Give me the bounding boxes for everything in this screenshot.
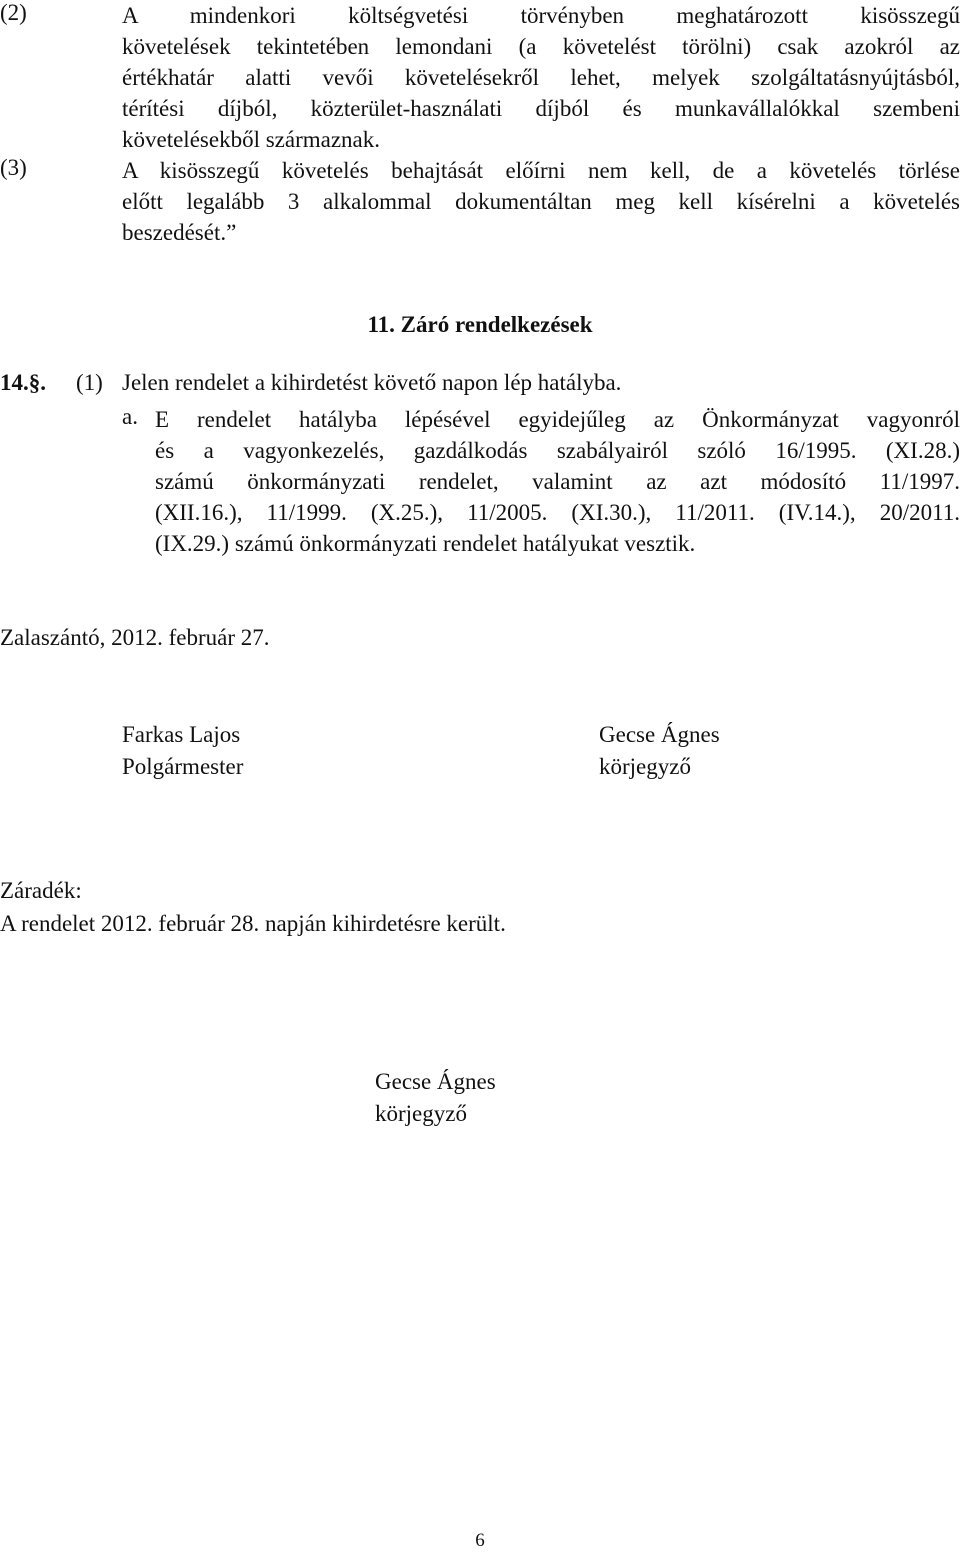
place-date: Zalaszántó, 2012. február 27. (0, 625, 270, 650)
paragraph-3-line: előtt legalább 3 alkalommal dokumentáltan meg kell kísérelni a követelés (122, 189, 960, 214)
clause-text: A rendelet 2012. február 28. napján kihirdetésre került. (0, 911, 506, 936)
section-14-item1-number: (1) (76, 370, 103, 395)
paragraph-3-number: (3) (0, 155, 27, 180)
itemA-line: E rendelet hatályba lépésével egyidejűleg az Önkormányzat vagyonról (155, 407, 960, 432)
section-14-label: 14.§. (0, 370, 46, 395)
final-signature-title: körjegyző (375, 1101, 467, 1126)
paragraph-2-line: követelések tekintetében lemondani (a követelést törölni) csak azokról az (122, 34, 960, 59)
itemA-line: (IX.29.) számú önkormányzati rendelet hatályukat vesztik. (155, 531, 696, 556)
section-14-itemA-text (155, 404, 960, 559)
section-heading: 11. Záró rendelkezések (367, 312, 593, 337)
signature-left-title: Polgármester (122, 754, 244, 779)
paragraph-3-text (122, 155, 960, 248)
clause-title: Záradék: (0, 878, 82, 903)
paragraph-2-number: (2) (0, 0, 27, 25)
paragraph-3-line: beszedését.” (122, 220, 237, 245)
signature-right-name: Gecse Ágnes (599, 722, 720, 747)
paragraph-2-line: térítési díjból, közterület-használati díjból és munkavállalókkal szembeni (122, 96, 960, 121)
signature-right-title: körjegyző (599, 754, 691, 779)
section-14-item1-text: Jelen rendelet a kihirdetést követő napon lép hatályba. (122, 370, 622, 395)
paragraph-2-line: követelésekből származnak. (122, 127, 380, 152)
itemA-line: és a vagyonkezelés, gazdálkodás szabályairól szóló 16/1995. (XI.28.) (155, 438, 960, 463)
paragraph-2-line: A mindenkori költségvetési törvényben meghatározott kisösszegű (122, 3, 960, 28)
paragraph-2-text (122, 0, 960, 155)
section-14-itemA-number: a. (122, 404, 138, 429)
signature-left-name: Farkas Lajos (122, 722, 241, 747)
paragraph-3-line: A kisösszegű követelés behajtását előírni nem kell, de a követelés törlése (122, 158, 960, 183)
final-signature-name: Gecse Ágnes (375, 1069, 496, 1094)
itemA-line: (XII.16.), 11/1999. (X.25.), 11/2005. (XI.30.), 11/2011. (IV.14.), 20/2011. (155, 500, 960, 525)
itemA-line: számú önkormányzati rendelet, valamint az azt módosító 11/1997. (155, 469, 960, 494)
page-number: 6 (475, 1530, 485, 1551)
paragraph-2-line: értékhatár alatti vevői követelésekről lehet, melyek szolgáltatásnyújtásból, (122, 65, 960, 90)
